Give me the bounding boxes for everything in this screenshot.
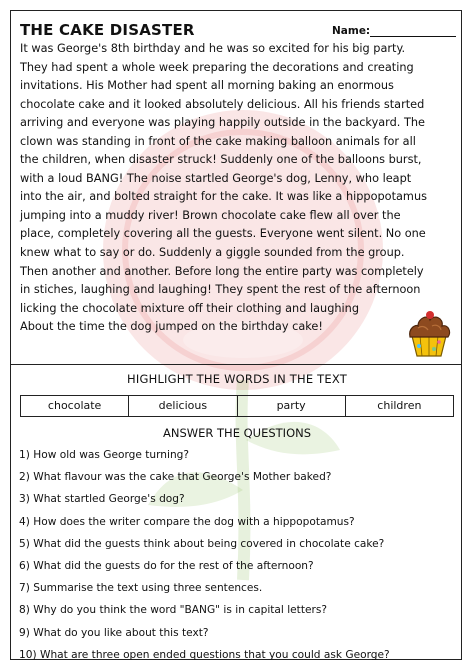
question-item: 2) What flavour was the cake that George's Mother baked? [19,471,332,484]
question-list [19,446,459,668]
story-line: the children, when disaster struck! Suddenly one of the balloons burst, [20,153,422,167]
question-item: 4) How does the writer compare the dog with a hippopotamus? [19,515,355,528]
highlight-word-cell: delicious [128,396,236,416]
question-item: 3) What startled George's dog? [19,493,185,506]
story-line: knew what to say or do. Suddenly a giggle sounded from the group. [20,246,405,260]
story-line: licking the chocolate mixture off their clothing and laughing [20,301,359,315]
cupcake-icon [406,306,452,358]
questions-heading: ANSWER THE QUESTIONS [162,426,312,440]
question-item: 6) What did the guests do for the rest of the afternoon? [19,559,314,572]
story-line: invitations. His Mother had spent all morning baking an enormous [20,79,394,93]
highlight-word-cell: chocolate [47,399,102,412]
highlight-word-cell: party [237,396,345,416]
question-item: 9) What do you like about this text? [19,626,209,639]
story-line: jumping into a muddy river! Brown chocolate cake flew all over the [20,208,401,222]
story-line: clown was standing in front of the cake making balloon animals for all [20,134,416,148]
story-line: place, completely covering all the guests. Everyone went silent. No one [20,227,426,241]
story-line: About the time the dog jumped on the birthday cake! [20,320,323,334]
question-item: 8) Why do you think the word "BANG" is in capital letters? [19,604,327,617]
story-line: Then another and another. Before long the entire party was completely [20,264,424,278]
story-line: They had spent a whole week preparing the decorations and creating [20,60,414,74]
question-item: 7) Summarise the text using three sentences. [19,582,263,595]
name-line[interactable] [370,36,456,37]
story-line: arriving and everyone was playing happily outside in the backyard. The [20,116,425,130]
story-line: into the air, and bolted straight for the cake. It was like a hippopotamus [20,190,427,204]
page-title: THE CAKE DISASTER [20,21,195,39]
question-item: 10) What are three open ended questions that you could ask George? [19,648,390,661]
question-item: 1) How old was George turning? [19,449,190,461]
question-item: 5) What did the guests think about being covered in chocolate cake? [19,537,385,550]
story-text [20,40,458,337]
highlight-word-cell: children [345,396,453,416]
story-line: It was George's 8th birthday and he was so excited for his big party. [20,42,406,55]
story-line: chocolate cake and it looked absolutely delicious. All his friends started [20,97,425,111]
name-label: Name: [332,25,371,37]
story-line: with a loud BANG! The noise startled George's dog, Lenny, who leapt [20,171,412,185]
section-divider [10,364,462,365]
highlight-heading: HIGHLIGHT THE WORDS IN THE TEXT [127,372,347,386]
story-line: in stiches, laughing and laughing! They spent the rest of the afternoon [20,283,421,297]
highlight-word-table [20,395,454,417]
